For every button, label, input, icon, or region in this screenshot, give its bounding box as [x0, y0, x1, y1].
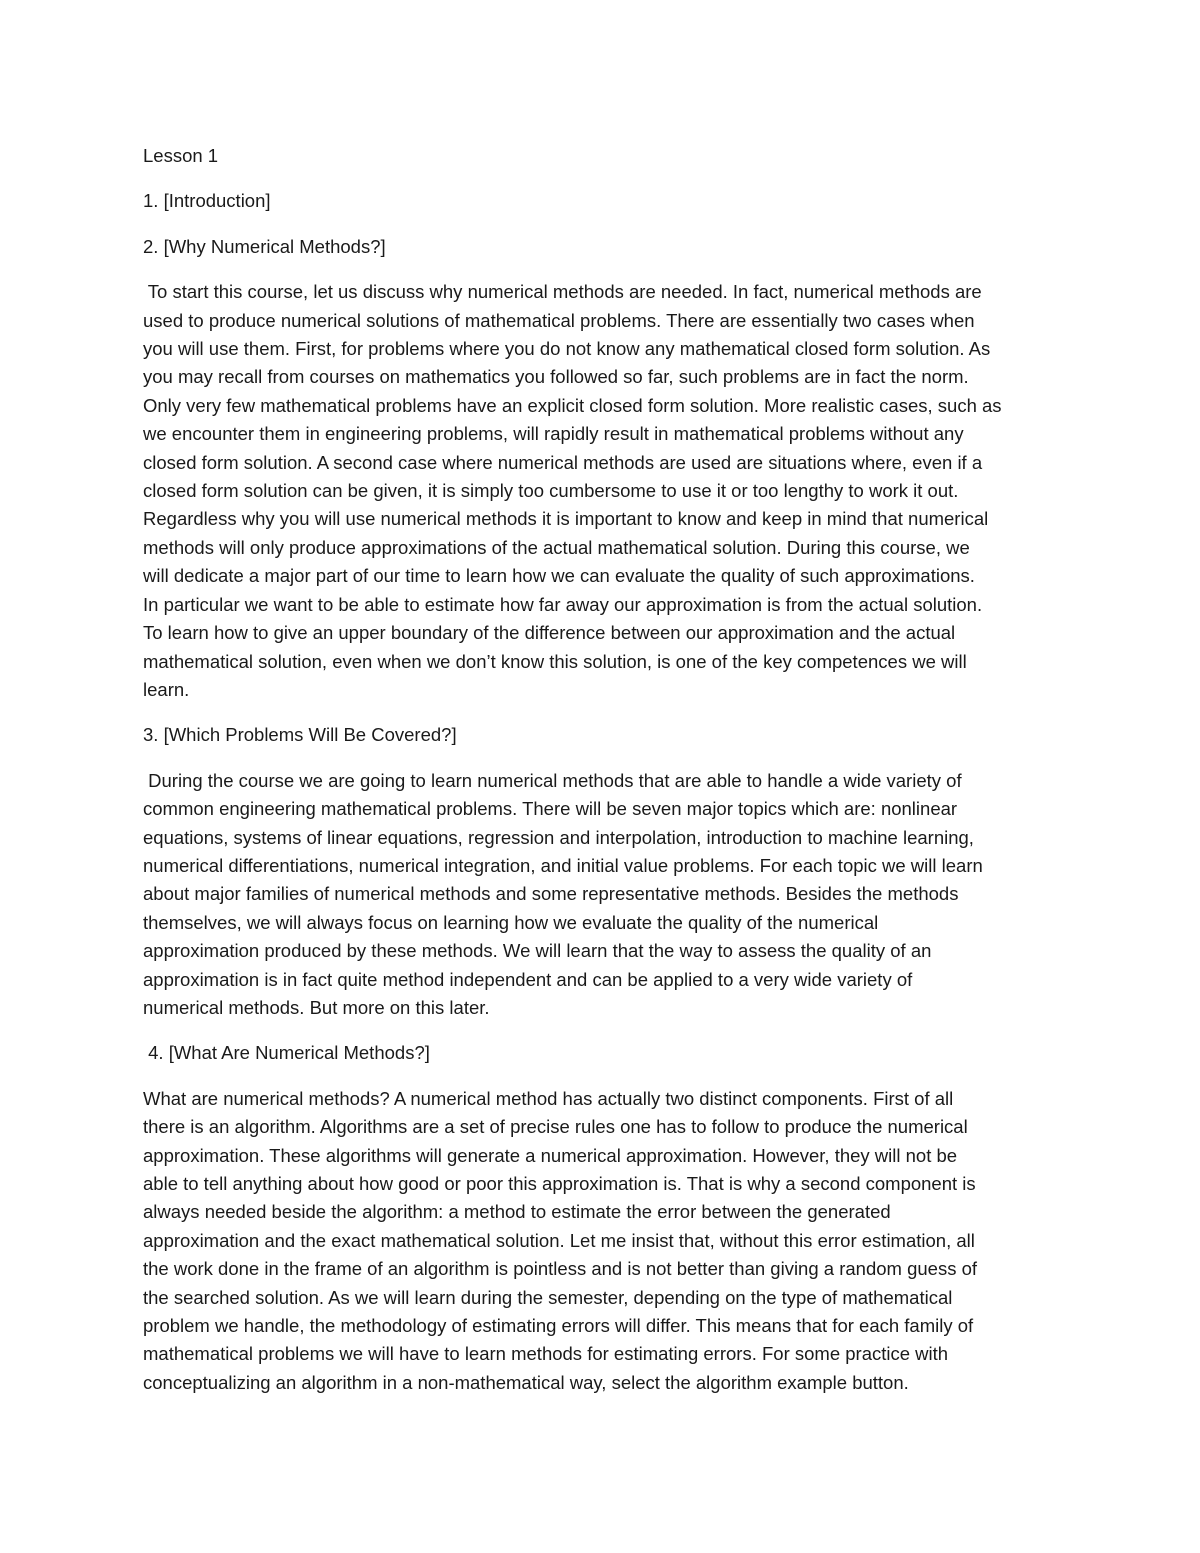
section-heading-introduction: 1. [Introduction]	[143, 190, 271, 212]
paragraph-line: mathematical solution, even when we don’t know this solution, is one of the key competences we will	[143, 650, 967, 672]
paragraph-line: will dedicate a major part of our time to learn how we can evaluate the quality of such approximations.	[143, 565, 975, 587]
section-paragraph-which-problems	[143, 767, 1063, 1023]
paragraph-line: To start this course, let us discuss why numerical methods are needed. In fact, numerical methods are	[143, 281, 982, 303]
section-paragraph-why-numerical-methods	[143, 278, 1063, 704]
paragraph-line: always needed beside the algorithm: a method to estimate the error between the generated	[143, 1201, 891, 1223]
paragraph-line: used to produce numerical solutions of mathematical problems. There are essentially two cases when	[143, 309, 975, 331]
paragraph-line: the work done in the frame of an algorithm is pointless and is not better than giving a random guess of	[143, 1258, 978, 1280]
paragraph-line: approximation produced by these methods. We will learn that the way to assess the quality of an	[143, 940, 932, 962]
paragraph-line: you may recall from courses on mathematics you followed so far, such problems are in fact the norm.	[143, 366, 969, 388]
section-heading-which-problems: 3. [Which Problems Will Be Covered?]	[143, 724, 457, 746]
section-paragraph-what-are-numerical-methods	[143, 1085, 1063, 1397]
paragraph-line: methods will only produce approximations of the actual mathematical solution. During this course, we	[143, 536, 970, 558]
paragraph-line: mathematical problems we will have to learn methods for estimating errors. For some practice with	[143, 1343, 949, 1365]
paragraph-line: Regardless why you will use numerical methods it is important to know and keep in mind that numerical	[143, 508, 989, 530]
paragraph-line: approximation is in fact quite method independent and can be applied to a very wide variety of	[143, 968, 913, 990]
paragraph-line: conceptualizing an algorithm in a non-mathematical way, select the algorithm example button.	[143, 1371, 909, 1393]
paragraph-line: themselves, we will always focus on learning how we evaluate the quality of the numerical	[143, 911, 879, 933]
paragraph-line: equations, systems of linear equations, regression and interpolation, introduction to machine learning,	[143, 826, 974, 848]
paragraph-line: there is an algorithm. Algorithms are a set of precise rules one has to follow to produce the numerical	[143, 1116, 968, 1138]
paragraph-line: learn.	[143, 678, 190, 700]
document-body	[143, 142, 1063, 1414]
paragraph-line: problem we handle, the methodology of estimating errors will differ. This means that for each family of	[143, 1315, 974, 1337]
section-heading-what-are-numerical-methods: 4. [What Are Numerical Methods?]	[143, 1042, 430, 1064]
document-title: Lesson 1	[143, 145, 219, 166]
paragraph-line: In particular we want to be able to estimate how far away our approximation is from the actual solution.	[143, 593, 983, 615]
paragraph-line: closed form solution. A second case where numerical methods are used are situations where, even if a	[143, 451, 983, 473]
paragraph-line: What are numerical methods? A numerical method has actually two distinct components. First of all	[143, 1087, 954, 1109]
paragraph-line: closed form solution can be given, it is simply too cumbersome to use it or too lengthy to work it out.	[143, 480, 959, 502]
paragraph-line: about major families of numerical methods and some representative methods. Besides the methods	[143, 883, 959, 905]
paragraph-line: numerical differentiations, numerical integration, and initial value problems. For each topic we will learn	[143, 854, 983, 876]
paragraph-line: able to tell anything about how good or poor this approximation is. That is why a second component is	[143, 1173, 976, 1194]
paragraph-line: numerical methods. But more on this later.	[143, 996, 490, 1018]
paragraph-line: Only very few mathematical problems have an explicit closed form solution. More realistic cases, such as	[143, 394, 1002, 416]
paragraph-line: approximation and the exact mathematical solution. Let me insist that, without this error estimation, all	[143, 1229, 975, 1251]
paragraph-line: During the course we are going to learn numerical methods that are able to handle a wide variety of	[143, 769, 962, 791]
paragraph-line: approximation. These algorithms will generate a numerical approximation. However, they will not be	[143, 1144, 958, 1166]
paragraph-line: the searched solution. As we will learn during the semester, depending on the type of mathematical	[143, 1286, 953, 1308]
paragraph-line: we encounter them in engineering problems, will rapidly result in mathematical problems without any	[143, 423, 964, 445]
paragraph-line: common engineering mathematical problems. There will be seven major topics which are: nonlinear	[143, 798, 958, 820]
paragraph-line: you will use them. First, for problems where you do not know any mathematical closed form solution. As	[143, 338, 991, 360]
section-heading-why-numerical-methods: 2. [Why Numerical Methods?]	[143, 235, 386, 257]
paragraph-line: To learn how to give an upper boundary of the difference between our approximation and the actual	[143, 622, 956, 644]
